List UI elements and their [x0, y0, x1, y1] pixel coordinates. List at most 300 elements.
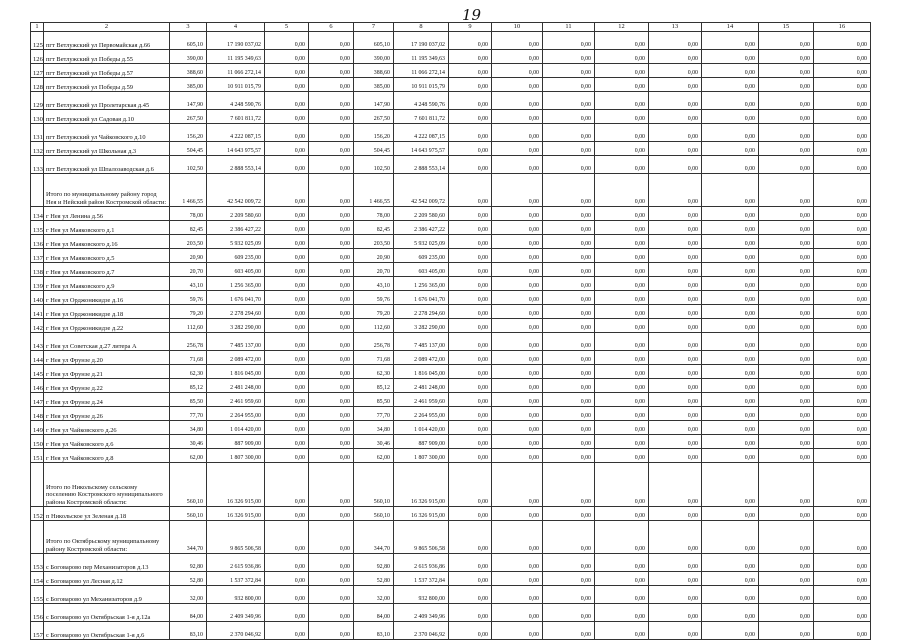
value-cell-9: 0,00: [449, 78, 492, 92]
value-cell-4: 2 409 349,96: [207, 604, 265, 622]
address-cell: пгт Ветлужский ул Пролетарская д.45: [44, 92, 170, 110]
value-cell-3: 147,90: [170, 92, 207, 110]
value-cell-11: 0,00: [543, 435, 595, 449]
value-cell-6: 0,00: [309, 393, 354, 407]
value-cell-13: 0,00: [649, 110, 702, 124]
value-cell-16: 0,00: [814, 50, 871, 64]
value-cell-13: 0,00: [649, 622, 702, 640]
value-cell-12: 0,00: [595, 407, 649, 421]
value-cell-4: 2 089 472,00: [207, 351, 265, 365]
value-cell-5: 0,00: [265, 92, 309, 110]
value-cell-5: 0,00: [265, 174, 309, 207]
value-cell-13: 0,00: [649, 351, 702, 365]
value-cell-15: 0,00: [759, 235, 814, 249]
value-cell-11: 0,00: [543, 64, 595, 78]
value-cell-8: 609 235,00: [394, 249, 449, 263]
value-cell-12: 0,00: [595, 351, 649, 365]
row-number: 145: [31, 365, 44, 379]
value-cell-10: 0,00: [492, 572, 543, 586]
value-cell-7: 84,00: [354, 604, 394, 622]
value-cell-6: 0,00: [309, 604, 354, 622]
row-number: 128: [31, 78, 44, 92]
value-cell-6: 0,00: [309, 174, 354, 207]
value-cell-16: 0,00: [814, 174, 871, 207]
value-cell-12: 0,00: [595, 32, 649, 50]
column-number-header: 13: [649, 23, 702, 32]
row-number: 135: [31, 221, 44, 235]
row-number: 144: [31, 351, 44, 365]
table-row: [31, 572, 871, 586]
subtotal-label: Итого по Октябрьскому муниципальному району Костромской области:: [44, 521, 170, 554]
value-cell-14: 0,00: [702, 586, 759, 604]
value-cell-14: 0,00: [702, 449, 759, 463]
value-cell-15: 0,00: [759, 50, 814, 64]
address-cell: с Боговарово пер Механизаторов д.13: [44, 554, 170, 572]
value-cell-6: 0,00: [309, 142, 354, 156]
address-cell: г Нея ул Фрунзе д.22: [44, 379, 170, 393]
value-cell-4: 14 643 975,57: [207, 142, 265, 156]
value-cell-13: 0,00: [649, 92, 702, 110]
value-cell-16: 0,00: [814, 604, 871, 622]
value-cell-9: 0,00: [449, 449, 492, 463]
address-cell: с Боговарово ул Лесная д.12: [44, 572, 170, 586]
row-number: 126: [31, 50, 44, 64]
table-body: [31, 32, 871, 640]
value-cell-16: 0,00: [814, 622, 871, 640]
value-cell-16: 0,00: [814, 393, 871, 407]
value-cell-6: 0,00: [309, 507, 354, 521]
value-cell-7: 504,45: [354, 142, 394, 156]
value-cell-9: 0,00: [449, 622, 492, 640]
value-cell-11: 0,00: [543, 92, 595, 110]
value-cell-14: 0,00: [702, 521, 759, 554]
row-number: 137: [31, 249, 44, 263]
value-cell-14: 0,00: [702, 379, 759, 393]
value-cell-12: 0,00: [595, 92, 649, 110]
table-row: [31, 32, 871, 50]
value-cell-5: 0,00: [265, 407, 309, 421]
value-cell-9: 0,00: [449, 435, 492, 449]
value-cell-6: 0,00: [309, 249, 354, 263]
value-cell-4: 3 282 290,00: [207, 319, 265, 333]
value-cell-6: 0,00: [309, 622, 354, 640]
value-cell-8: 42 542 009,72: [394, 174, 449, 207]
value-cell-13: 0,00: [649, 586, 702, 604]
table-row: [31, 142, 871, 156]
value-cell-11: 0,00: [543, 78, 595, 92]
address-cell: г Нея ул Фрунзе д.26: [44, 407, 170, 421]
value-cell-7: 59,76: [354, 291, 394, 305]
value-cell-13: 0,00: [649, 78, 702, 92]
value-cell-5: 0,00: [265, 78, 309, 92]
value-cell-12: 0,00: [595, 249, 649, 263]
value-cell-14: 0,00: [702, 305, 759, 319]
value-cell-4: 7 485 137,00: [207, 333, 265, 351]
value-cell-16: 0,00: [814, 521, 871, 554]
value-cell-9: 0,00: [449, 32, 492, 50]
value-cell-7: 52,80: [354, 572, 394, 586]
column-number-header: 15: [759, 23, 814, 32]
value-cell-11: 0,00: [543, 449, 595, 463]
row-number: 140: [31, 291, 44, 305]
value-cell-7: 83,10: [354, 622, 394, 640]
value-cell-6: 0,00: [309, 92, 354, 110]
row-number: 157: [31, 622, 44, 640]
value-cell-12: 0,00: [595, 365, 649, 379]
value-cell-4: 11 195 349,63: [207, 50, 265, 64]
address-cell: г Нея ул Чайковского д.26: [44, 421, 170, 435]
value-cell-8: 16 326 915,00: [394, 463, 449, 507]
value-cell-11: 0,00: [543, 421, 595, 435]
value-cell-14: 0,00: [702, 235, 759, 249]
value-cell-7: 34,80: [354, 421, 394, 435]
value-cell-12: 0,00: [595, 291, 649, 305]
value-cell-9: 0,00: [449, 604, 492, 622]
value-cell-5: 0,00: [265, 604, 309, 622]
value-cell-5: 0,00: [265, 554, 309, 572]
row-number: [31, 521, 44, 554]
value-cell-3: 20,70: [170, 263, 207, 277]
value-cell-15: 0,00: [759, 305, 814, 319]
value-cell-15: 0,00: [759, 277, 814, 291]
value-cell-15: 0,00: [759, 142, 814, 156]
value-cell-15: 0,00: [759, 110, 814, 124]
value-cell-8: 11 066 272,14: [394, 64, 449, 78]
value-cell-3: 83,10: [170, 622, 207, 640]
value-cell-7: 62,00: [354, 449, 394, 463]
value-cell-8: 2 481 248,00: [394, 379, 449, 393]
table-row: [31, 110, 871, 124]
column-number-header: 14: [702, 23, 759, 32]
value-cell-10: 0,00: [492, 449, 543, 463]
value-cell-4: 9 865 506,58: [207, 521, 265, 554]
value-cell-8: 10 911 015,79: [394, 78, 449, 92]
value-cell-14: 0,00: [702, 124, 759, 142]
value-cell-4: 2 615 936,86: [207, 554, 265, 572]
value-cell-3: 20,90: [170, 249, 207, 263]
address-cell: п Никольское ул Зеленая д.18: [44, 507, 170, 521]
value-cell-3: 43,10: [170, 277, 207, 291]
value-cell-14: 0,00: [702, 263, 759, 277]
value-cell-15: 0,00: [759, 249, 814, 263]
value-cell-12: 0,00: [595, 207, 649, 221]
value-cell-11: 0,00: [543, 32, 595, 50]
value-cell-6: 0,00: [309, 235, 354, 249]
value-cell-8: 9 865 506,58: [394, 521, 449, 554]
table-row: [31, 365, 871, 379]
value-cell-12: 0,00: [595, 156, 649, 174]
address-cell: пгт Ветлужский ул Школьная д.3: [44, 142, 170, 156]
value-cell-8: 14 643 975,57: [394, 142, 449, 156]
table-row: [31, 407, 871, 421]
value-cell-12: 0,00: [595, 435, 649, 449]
value-cell-12: 0,00: [595, 449, 649, 463]
value-cell-3: 102,50: [170, 156, 207, 174]
value-cell-9: 0,00: [449, 124, 492, 142]
value-cell-11: 0,00: [543, 604, 595, 622]
value-cell-15: 0,00: [759, 207, 814, 221]
value-cell-3: 390,00: [170, 50, 207, 64]
value-cell-3: 203,50: [170, 235, 207, 249]
value-cell-14: 0,00: [702, 277, 759, 291]
value-cell-16: 0,00: [814, 421, 871, 435]
value-cell-5: 0,00: [265, 319, 309, 333]
value-cell-10: 0,00: [492, 604, 543, 622]
address-cell: г Нея ул Маяковского д.1: [44, 221, 170, 235]
value-cell-7: 256,78: [354, 333, 394, 351]
value-cell-16: 0,00: [814, 207, 871, 221]
value-cell-15: 0,00: [759, 622, 814, 640]
value-cell-5: 0,00: [265, 622, 309, 640]
value-cell-8: 932 800,00: [394, 586, 449, 604]
value-cell-4: 1 256 365,00: [207, 277, 265, 291]
value-cell-4: 609 235,00: [207, 249, 265, 263]
value-cell-12: 0,00: [595, 572, 649, 586]
value-cell-16: 0,00: [814, 351, 871, 365]
value-cell-5: 0,00: [265, 156, 309, 174]
value-cell-12: 0,00: [595, 393, 649, 407]
value-cell-14: 0,00: [702, 142, 759, 156]
value-cell-6: 0,00: [309, 319, 354, 333]
address-cell: г Нея ул Маяковского д.16: [44, 235, 170, 249]
value-cell-10: 0,00: [492, 92, 543, 110]
value-cell-16: 0,00: [814, 263, 871, 277]
value-cell-7: 1 466,55: [354, 174, 394, 207]
value-cell-7: 560,10: [354, 507, 394, 521]
value-cell-6: 0,00: [309, 277, 354, 291]
row-number: 127: [31, 64, 44, 78]
value-cell-11: 0,00: [543, 521, 595, 554]
value-cell-6: 0,00: [309, 156, 354, 174]
value-cell-8: 5 932 025,09: [394, 235, 449, 249]
value-cell-6: 0,00: [309, 379, 354, 393]
value-cell-9: 0,00: [449, 333, 492, 351]
value-cell-8: 2 461 959,60: [394, 393, 449, 407]
value-cell-14: 0,00: [702, 110, 759, 124]
value-cell-3: 71,68: [170, 351, 207, 365]
value-cell-3: 32,00: [170, 586, 207, 604]
value-cell-11: 0,00: [543, 463, 595, 507]
address-cell: пгт Ветлужский ул Победы д.55: [44, 50, 170, 64]
value-cell-8: 603 405,00: [394, 263, 449, 277]
value-cell-3: 30,46: [170, 435, 207, 449]
value-cell-7: 560,10: [354, 463, 394, 507]
table-row: [31, 351, 871, 365]
value-cell-5: 0,00: [265, 572, 309, 586]
address-cell: пгт Ветлужский ул Чайковского д.10: [44, 124, 170, 142]
value-cell-14: 0,00: [702, 351, 759, 365]
value-cell-9: 0,00: [449, 319, 492, 333]
value-cell-11: 0,00: [543, 174, 595, 207]
value-cell-14: 0,00: [702, 78, 759, 92]
value-cell-4: 2 278 294,60: [207, 305, 265, 319]
value-cell-6: 0,00: [309, 291, 354, 305]
value-cell-11: 0,00: [543, 110, 595, 124]
value-cell-7: 85,50: [354, 393, 394, 407]
value-cell-8: 2 409 349,96: [394, 604, 449, 622]
value-cell-14: 0,00: [702, 407, 759, 421]
value-cell-15: 0,00: [759, 78, 814, 92]
value-cell-3: 560,10: [170, 463, 207, 507]
value-cell-12: 0,00: [595, 221, 649, 235]
value-cell-16: 0,00: [814, 32, 871, 50]
value-cell-6: 0,00: [309, 221, 354, 235]
value-cell-4: 1 816 045,00: [207, 365, 265, 379]
value-cell-10: 0,00: [492, 379, 543, 393]
column-number-header: 2: [44, 23, 170, 32]
value-cell-10: 0,00: [492, 249, 543, 263]
value-cell-11: 0,00: [543, 50, 595, 64]
page-number: 19: [462, 6, 482, 24]
value-cell-15: 0,00: [759, 156, 814, 174]
row-number: [31, 174, 44, 207]
address-cell: пгт Ветлужский ул Шпалозаводская д.6: [44, 156, 170, 174]
value-cell-10: 0,00: [492, 463, 543, 507]
value-cell-4: 2 888 553,14: [207, 156, 265, 174]
value-cell-16: 0,00: [814, 249, 871, 263]
value-cell-8: 3 282 290,00: [394, 319, 449, 333]
table-row: [31, 235, 871, 249]
row-number: 150: [31, 435, 44, 449]
value-cell-12: 0,00: [595, 235, 649, 249]
value-cell-9: 0,00: [449, 64, 492, 78]
address-cell: г Нея ул Советская д.27 литера А: [44, 333, 170, 351]
value-cell-13: 0,00: [649, 333, 702, 351]
value-cell-13: 0,00: [649, 277, 702, 291]
value-cell-9: 0,00: [449, 521, 492, 554]
value-cell-9: 0,00: [449, 554, 492, 572]
value-cell-13: 0,00: [649, 319, 702, 333]
row-number: 130: [31, 110, 44, 124]
value-cell-11: 0,00: [543, 333, 595, 351]
value-cell-6: 0,00: [309, 124, 354, 142]
table-row: [31, 207, 871, 221]
table-row: [31, 124, 871, 142]
value-cell-16: 0,00: [814, 449, 871, 463]
value-cell-5: 0,00: [265, 142, 309, 156]
table-row: [31, 92, 871, 110]
value-cell-13: 0,00: [649, 572, 702, 586]
value-cell-13: 0,00: [649, 305, 702, 319]
value-cell-15: 0,00: [759, 92, 814, 110]
value-cell-4: 1 676 041,70: [207, 291, 265, 305]
value-cell-7: 390,00: [354, 50, 394, 64]
value-cell-10: 0,00: [492, 407, 543, 421]
value-cell-15: 0,00: [759, 521, 814, 554]
value-cell-10: 0,00: [492, 221, 543, 235]
value-cell-12: 0,00: [595, 463, 649, 507]
value-cell-10: 0,00: [492, 207, 543, 221]
value-cell-8: 2 615 936,86: [394, 554, 449, 572]
value-cell-10: 0,00: [492, 333, 543, 351]
value-cell-3: 85,12: [170, 379, 207, 393]
value-cell-14: 0,00: [702, 435, 759, 449]
table-row: [31, 435, 871, 449]
value-cell-14: 0,00: [702, 622, 759, 640]
value-cell-9: 0,00: [449, 365, 492, 379]
value-cell-8: 17 190 037,02: [394, 32, 449, 50]
value-cell-10: 0,00: [492, 263, 543, 277]
value-cell-3: 256,78: [170, 333, 207, 351]
value-cell-5: 0,00: [265, 221, 309, 235]
value-cell-6: 0,00: [309, 521, 354, 554]
value-cell-12: 0,00: [595, 604, 649, 622]
table-row: [31, 319, 871, 333]
value-cell-13: 0,00: [649, 554, 702, 572]
value-cell-15: 0,00: [759, 554, 814, 572]
value-cell-14: 0,00: [702, 291, 759, 305]
value-cell-9: 0,00: [449, 586, 492, 604]
row-number: 153: [31, 554, 44, 572]
value-cell-9: 0,00: [449, 507, 492, 521]
value-cell-16: 0,00: [814, 78, 871, 92]
value-cell-10: 0,00: [492, 554, 543, 572]
value-cell-4: 16 326 915,00: [207, 507, 265, 521]
value-cell-13: 0,00: [649, 50, 702, 64]
value-cell-15: 0,00: [759, 604, 814, 622]
table-row: [31, 64, 871, 78]
value-cell-13: 0,00: [649, 249, 702, 263]
row-number: 136: [31, 235, 44, 249]
value-cell-9: 0,00: [449, 351, 492, 365]
value-cell-16: 0,00: [814, 156, 871, 174]
value-cell-15: 0,00: [759, 507, 814, 521]
value-cell-10: 0,00: [492, 435, 543, 449]
value-cell-16: 0,00: [814, 554, 871, 572]
value-cell-3: 34,80: [170, 421, 207, 435]
value-cell-4: 4 222 087,15: [207, 124, 265, 142]
table-row: [31, 277, 871, 291]
value-cell-7: 203,50: [354, 235, 394, 249]
value-cell-15: 0,00: [759, 351, 814, 365]
column-number-header: 10: [492, 23, 543, 32]
value-cell-10: 0,00: [492, 521, 543, 554]
row-number: 151: [31, 449, 44, 463]
value-cell-8: 2 888 553,14: [394, 156, 449, 174]
table-row: [31, 507, 871, 521]
value-cell-16: 0,00: [814, 221, 871, 235]
value-cell-15: 0,00: [759, 421, 814, 435]
value-cell-4: 1 014 420,00: [207, 421, 265, 435]
value-cell-13: 0,00: [649, 407, 702, 421]
column-number-header: 12: [595, 23, 649, 32]
table-row: [31, 421, 871, 435]
value-cell-11: 0,00: [543, 393, 595, 407]
value-cell-6: 0,00: [309, 435, 354, 449]
value-cell-11: 0,00: [543, 572, 595, 586]
value-cell-10: 0,00: [492, 277, 543, 291]
table-row: [31, 249, 871, 263]
subtotal-label: Итого по муниципальному району город Нея и Нейский район Костромской области:: [44, 174, 170, 207]
value-cell-13: 0,00: [649, 507, 702, 521]
table-row: [31, 622, 871, 640]
value-cell-9: 0,00: [449, 110, 492, 124]
value-cell-8: 2 264 955,00: [394, 407, 449, 421]
value-cell-4: 2 481 248,00: [207, 379, 265, 393]
value-cell-8: 2 278 294,60: [394, 305, 449, 319]
value-cell-3: 78,00: [170, 207, 207, 221]
address-cell: г Нея ул Орджоникидзе д.16: [44, 291, 170, 305]
value-cell-12: 0,00: [595, 319, 649, 333]
value-cell-5: 0,00: [265, 263, 309, 277]
value-cell-8: 4 248 590,76: [394, 92, 449, 110]
table-row: [31, 554, 871, 572]
value-cell-3: 82,45: [170, 221, 207, 235]
value-cell-16: 0,00: [814, 586, 871, 604]
value-cell-14: 0,00: [702, 92, 759, 110]
row-number: 155: [31, 586, 44, 604]
value-cell-12: 0,00: [595, 50, 649, 64]
